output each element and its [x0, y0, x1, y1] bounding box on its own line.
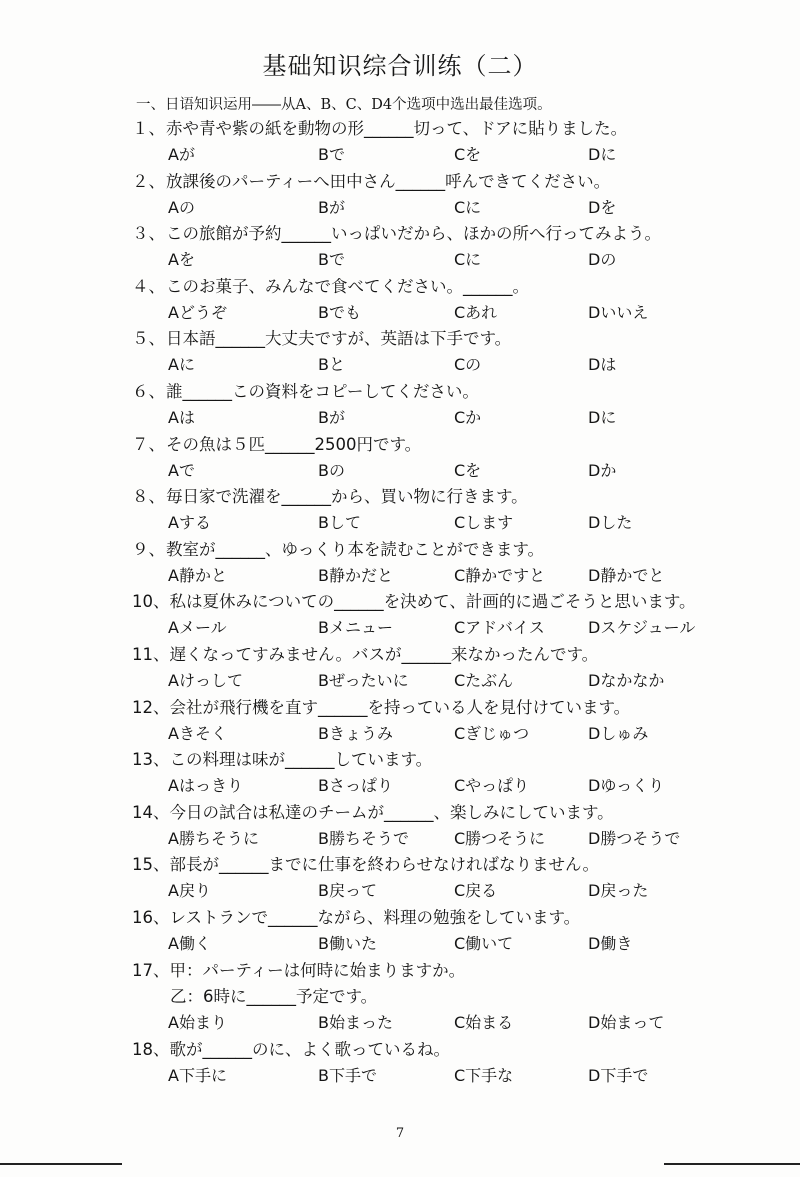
question-item	[0, 747, 800, 800]
question-text: 毎日家で洗濯を______から、買い物に行きます。	[166, 487, 528, 507]
answer-option-c[interactable]: Cあれ	[454, 302, 498, 322]
question-text: 遅くなってすみません。バスが______来なかったんです。	[169, 644, 599, 664]
question-text: 部長が______までに仕事を終わらせなければなりません。	[169, 855, 599, 875]
question-number: 12、	[132, 697, 170, 717]
question-item	[0, 800, 800, 853]
answer-option-b[interactable]: Bが	[318, 407, 345, 427]
question-item	[0, 221, 800, 274]
question-stem	[132, 274, 529, 300]
question-text: このお菓子、みんなで食べてください。______。	[166, 276, 529, 296]
question-stem	[132, 695, 630, 721]
answer-options	[0, 826, 800, 852]
answer-option-b[interactable]: Bと	[318, 355, 345, 375]
answer-option-a[interactable]: Aする	[168, 513, 211, 533]
question-stem	[132, 905, 580, 931]
question-second-line: 乙：6時に______予定です。	[170, 986, 378, 1006]
answer-option-d[interactable]: Dの	[588, 250, 617, 270]
answer-option-a[interactable]: A戻り	[168, 881, 211, 901]
answer-option-d[interactable]: D勝つそうで	[588, 828, 681, 848]
answer-option-a[interactable]: Aで	[168, 460, 195, 480]
answer-option-c[interactable]: C勝つそうに	[454, 828, 546, 848]
question-stem	[132, 379, 479, 405]
question-stem	[132, 589, 696, 615]
page-title: 基础知识综合训练（二）	[262, 52, 538, 80]
question-item	[0, 642, 800, 695]
page-number: 7	[395, 1126, 405, 1141]
question-item	[0, 432, 800, 485]
question-text: 甲：パーティーは何時に始まりますか。	[169, 960, 466, 980]
answer-option-a[interactable]: A働く	[168, 933, 211, 953]
answer-option-c[interactable]: Cたぶん	[454, 670, 514, 690]
answer-options	[0, 878, 800, 904]
answer-option-a[interactable]: Aきそく	[168, 723, 227, 743]
answer-option-a[interactable]: A静かと	[168, 565, 227, 585]
question-number: 14、	[132, 802, 170, 822]
answer-option-b[interactable]: B働いた	[318, 933, 377, 953]
footer-rule-right	[664, 1163, 800, 1165]
question-number: 18、	[132, 1039, 170, 1059]
question-stem	[132, 116, 627, 142]
question-number: 17、	[132, 960, 170, 980]
question-number: ６、	[132, 381, 165, 401]
answer-option-c[interactable]: Cに	[454, 250, 482, 270]
answer-option-d[interactable]: Dいいえ	[588, 302, 649, 322]
answer-option-d[interactable]: Dした	[588, 513, 633, 533]
answer-option-d[interactable]: Dなかなか	[588, 670, 665, 690]
answer-option-a[interactable]: Aどうぞ	[168, 302, 227, 322]
answer-option-a[interactable]: A勝ちそうに	[168, 828, 259, 848]
answer-options	[0, 142, 800, 168]
answer-option-c[interactable]: Cアドバイス	[454, 618, 545, 638]
question-number: ７、	[132, 434, 165, 454]
answer-option-a[interactable]: Aを	[168, 250, 195, 270]
answer-option-c[interactable]: Cを	[454, 145, 482, 164]
question-item	[0, 852, 800, 905]
answer-option-c[interactable]: Cぎじゅつ	[454, 723, 530, 743]
question-stem	[132, 852, 599, 878]
question-number: 16、	[132, 907, 170, 927]
question-text: この旅館が予約______いっぱいだから、ほかの所へ行ってみよう。	[166, 224, 661, 244]
answer-options	[0, 931, 800, 957]
answer-option-b[interactable]: B戻って	[318, 881, 377, 901]
answer-option-a[interactable]: Aの	[168, 197, 195, 217]
answer-option-c[interactable]: C働いて	[454, 933, 514, 953]
answer-options	[0, 1063, 800, 1089]
answer-options	[0, 510, 800, 536]
answer-option-a[interactable]: A下手に	[168, 1065, 227, 1085]
answer-option-d[interactable]: D働き	[588, 933, 633, 953]
question-stem	[132, 432, 421, 458]
question-list	[0, 116, 800, 1089]
question-item	[0, 905, 800, 958]
answer-option-c[interactable]: C戻る	[454, 881, 498, 901]
question-stem	[132, 221, 661, 247]
question-item	[0, 589, 800, 642]
answer-option-b[interactable]: B勝ちそうで	[318, 828, 409, 848]
answer-options	[0, 405, 800, 431]
answer-options	[0, 615, 800, 641]
question-stem	[132, 484, 528, 510]
answer-option-d[interactable]: Dか	[588, 460, 617, 480]
question-stem	[132, 326, 511, 352]
answer-options	[0, 563, 800, 589]
question-number: １、	[132, 119, 165, 138]
answer-option-d[interactable]: Dしゅみ	[588, 723, 649, 743]
question-number: 15、	[132, 855, 170, 875]
question-number: ９、	[132, 539, 165, 559]
question-stem	[132, 747, 432, 773]
question-number: ３、	[132, 224, 165, 244]
answer-option-d[interactable]: D始まって	[588, 1012, 665, 1032]
footer-rule-left	[0, 1163, 122, 1165]
answer-option-a[interactable]: Aメール	[168, 618, 227, 638]
question-item	[0, 1037, 800, 1090]
answer-option-c[interactable]: C下手な	[454, 1065, 514, 1085]
answer-option-c[interactable]: Cします	[454, 513, 514, 533]
answer-option-c[interactable]: Cに	[454, 197, 482, 217]
question-text: 教室が______、ゆっくり本を読むことができます。	[166, 539, 545, 559]
answer-option-d[interactable]: Dに	[588, 407, 617, 427]
answer-option-a[interactable]: Aに	[168, 355, 195, 375]
answer-option-a[interactable]: Aが	[168, 145, 195, 164]
question-text: 誰______この資料をコピーしてください。	[166, 381, 479, 401]
question-item	[0, 169, 800, 222]
question-number: ５、	[132, 329, 165, 349]
answer-option-b[interactable]: Bメニュー	[318, 618, 393, 638]
question-stem	[132, 800, 614, 826]
question-item	[0, 274, 800, 327]
answer-option-c[interactable]: Cを	[454, 460, 482, 480]
answer-options	[0, 247, 800, 273]
question-text: 私は夏休みについての______を決めて、計画的に過ごそうと思います。	[169, 592, 696, 612]
answer-option-d[interactable]: Dを	[588, 197, 617, 217]
question-text: レストランで______ながら、料理の勉強をしています。	[169, 907, 581, 927]
answer-option-d[interactable]: D静かでと	[588, 565, 665, 585]
answer-options	[0, 668, 800, 694]
answer-option-c[interactable]: C静かですと	[454, 565, 546, 585]
answer-option-b[interactable]: Bして	[318, 513, 361, 533]
question-stem	[132, 537, 544, 563]
answer-option-d[interactable]: Dは	[588, 355, 617, 375]
answer-options	[0, 1010, 800, 1036]
answer-options	[0, 352, 800, 378]
question-text: この料理は味が______しています。	[169, 750, 433, 770]
answer-option-b[interactable]: Bぜったいに	[318, 670, 409, 690]
question-number: 13、	[132, 750, 170, 770]
question-item	[0, 116, 800, 169]
answer-option-d[interactable]: Dゆっくり	[588, 776, 665, 796]
question-text: その魚は５匹______2500円です。	[166, 434, 422, 454]
answer-option-b[interactable]: Bで	[318, 145, 345, 164]
question-text: 放課後のパーティーへ田中さん______呼んできてください。	[166, 171, 611, 191]
answer-option-a[interactable]: A始まり	[168, 1012, 227, 1032]
answer-option-c[interactable]: Cか	[454, 407, 482, 427]
answer-option-b[interactable]: B下手で	[318, 1065, 377, 1085]
answer-option-b[interactable]: Bで	[318, 250, 345, 270]
question-number: ４、	[132, 276, 165, 296]
answer-option-a[interactable]: Aはっきり	[168, 776, 243, 796]
answer-option-b[interactable]: B始まった	[318, 1012, 393, 1032]
answer-option-b[interactable]: Bの	[318, 460, 345, 480]
question-stem	[132, 169, 610, 195]
question-text: 今日の試合は私達のチームが______、楽しみにしています。	[169, 802, 614, 822]
question-number: ８、	[132, 487, 165, 507]
answer-option-c[interactable]: Cの	[454, 355, 482, 375]
answer-option-b[interactable]: Bきょうみ	[318, 723, 393, 743]
answer-option-a[interactable]: Aけっして	[168, 670, 243, 690]
answer-options	[0, 458, 800, 484]
answer-option-d[interactable]: D戻った	[588, 881, 649, 901]
answer-option-d[interactable]: Dスケジュール	[588, 618, 696, 638]
answer-option-b[interactable]: Bさっぱり	[318, 776, 393, 796]
answer-option-d[interactable]: Dに	[588, 145, 617, 164]
question-text: 赤や青や紫の紙を動物の形______切って、ドアに貼りました。	[166, 119, 628, 138]
question-number: 11、	[132, 644, 170, 664]
answer-options	[0, 773, 800, 799]
answer-option-c[interactable]: C始まる	[454, 1012, 514, 1032]
answer-options	[0, 721, 800, 747]
question-item	[0, 537, 800, 590]
question-text: 日本語______大丈夫ですが、英語は下手です。	[166, 329, 512, 349]
answer-options	[0, 195, 800, 221]
answer-option-b[interactable]: Bが	[318, 197, 345, 217]
answer-option-c[interactable]: Cやっぱり	[454, 776, 530, 796]
answer-option-d[interactable]: D下手で	[588, 1065, 649, 1085]
answer-options	[0, 300, 800, 326]
question-item	[0, 379, 800, 432]
question-stem	[132, 958, 465, 984]
answer-option-b[interactable]: Bでも	[318, 302, 361, 322]
answer-option-a[interactable]: Aは	[168, 407, 195, 427]
question-item	[0, 695, 800, 748]
question-item	[0, 484, 800, 537]
question-item	[0, 326, 800, 379]
section-instruction: 一、日语知识运用――从A、B、C、D4个选项中选出最佳选项。	[136, 97, 552, 113]
question-text: 歌が______のに、よく歌っているね。	[169, 1039, 450, 1059]
question-stem	[132, 642, 598, 668]
question-item	[0, 958, 800, 1037]
question-number: 10、	[132, 592, 170, 612]
answer-option-b[interactable]: B静かだと	[318, 565, 393, 585]
question-text: 会社が飛行機を直す______を持っている人を見付けています。	[169, 697, 631, 717]
question-stem	[132, 1037, 450, 1063]
question-number: ２、	[132, 171, 165, 191]
